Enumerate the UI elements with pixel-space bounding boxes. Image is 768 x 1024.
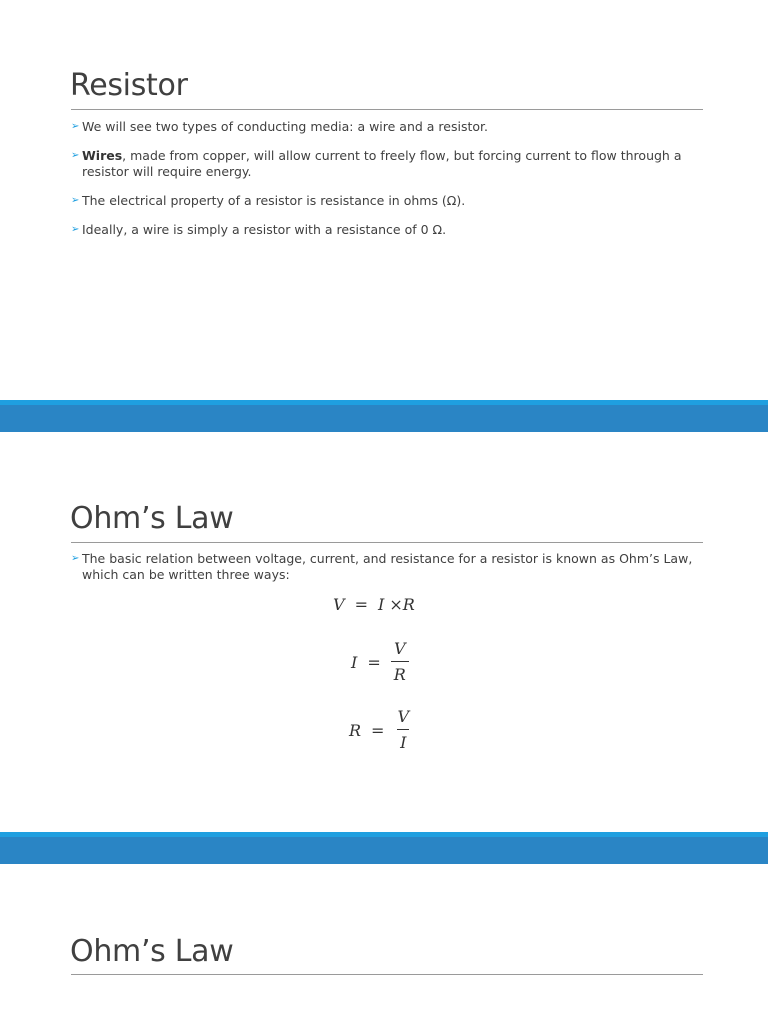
equation-i-equals-v-over-r bbox=[351, 639, 409, 685]
arrow-bullet-icon: ➢ bbox=[71, 553, 80, 564]
arrow-bullet-icon: ➢ bbox=[71, 150, 80, 161]
fraction-numerator: V bbox=[397, 707, 410, 726]
arrow-bullet-icon: ➢ bbox=[71, 121, 80, 132]
bullet-bold-lead: Wires bbox=[82, 148, 123, 163]
slide-divider-band bbox=[0, 400, 768, 432]
equation-lhs: R bbox=[349, 720, 362, 740]
bullet-list bbox=[71, 119, 703, 238]
bullet-list bbox=[71, 551, 703, 583]
slide-ohms-law bbox=[0, 432, 768, 832]
bullet-item bbox=[71, 222, 703, 238]
equation-v-equals-ir bbox=[333, 595, 415, 614]
slide-title: Resistor bbox=[70, 68, 188, 103]
fraction bbox=[391, 639, 409, 685]
bullet-item bbox=[71, 148, 703, 180]
slide-title: Ohm’s Law bbox=[70, 934, 234, 969]
bullet-text: The basic relation between voltage, current, and resistance for a resistor is known as Ohm’s Law, which can be written three ways: bbox=[82, 551, 693, 582]
equation-rhs: I ×R bbox=[377, 595, 415, 614]
bullet-text: The electrical property of a resistor is resistance in ohms (Ω). bbox=[82, 193, 466, 208]
bullet-body: , made from copper, will allow current to freely flow, but forcing current to flow through a resistor will require energy. bbox=[82, 148, 682, 179]
slide-title: Ohm’s Law bbox=[70, 501, 234, 536]
arrow-bullet-icon: ➢ bbox=[71, 224, 80, 235]
bullet-item bbox=[71, 119, 703, 135]
slide-ohms-law-continued bbox=[0, 864, 768, 1024]
slide-divider-band bbox=[0, 832, 768, 864]
title-underline bbox=[71, 542, 703, 543]
bullet-item bbox=[71, 551, 703, 583]
equation-r-equals-v-over-i bbox=[349, 707, 412, 753]
equals-sign: = bbox=[371, 720, 385, 740]
title-underline bbox=[71, 974, 703, 975]
equation-lhs: I bbox=[351, 652, 358, 672]
fraction-denominator: R bbox=[391, 661, 409, 685]
equation-lhs: V bbox=[333, 595, 345, 614]
slide-resistor bbox=[0, 0, 768, 400]
title-underline bbox=[71, 109, 703, 110]
arrow-bullet-icon: ➢ bbox=[71, 195, 80, 206]
fraction-denominator: I bbox=[397, 729, 409, 753]
bullet-text: Ideally, a wire is simply a resistor with a resistance of 0 Ω. bbox=[82, 222, 447, 237]
fraction-numerator: V bbox=[393, 639, 406, 658]
fraction bbox=[394, 707, 412, 753]
bullet-item bbox=[71, 193, 703, 209]
equals-sign: = bbox=[354, 595, 368, 614]
bullet-text bbox=[82, 148, 703, 180]
bullet-text: We will see two types of conducting media: a wire and a resistor. bbox=[82, 119, 488, 134]
equals-sign: = bbox=[367, 652, 381, 672]
